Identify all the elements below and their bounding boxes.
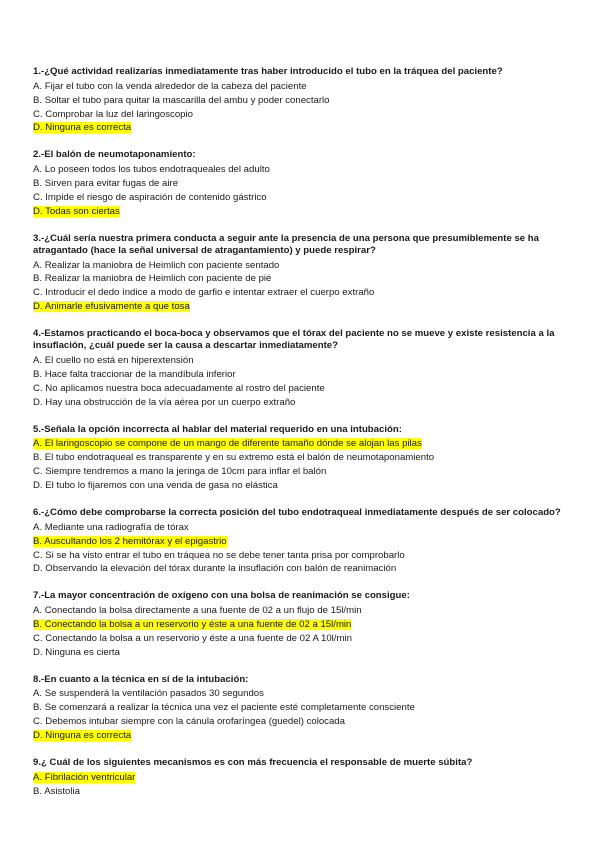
question-list bbox=[33, 66, 573, 813]
answer-option bbox=[33, 396, 573, 410]
question-title: 4.-Estamos practicando el boca-boca y observamos que el tórax del paciente no se mueve y existe resistencia a la insuflación, ¿cuál puede ser la causa a descartar inmediatamente? bbox=[33, 328, 555, 352]
question-7 bbox=[33, 590, 573, 659]
question-title: 3.-¿Cuál sería nuestra primera conducta a seguir ante la presencia de una persona que presumiblemente se ha atragantado (hace la señal universal de atragantamiento) y puede respirar? bbox=[33, 232, 539, 256]
answer-option bbox=[33, 785, 573, 799]
answer-text: B. Realizar la maniobra de Heimlich con paciente de pié bbox=[33, 273, 272, 285]
answer-text: A. Lo poseen todos los tubos endotraqueales del adulto bbox=[33, 164, 270, 176]
answer-option bbox=[33, 479, 573, 493]
answer-text: A. Conectando la bolsa directamente a una fuente de 02 a un flujo de 15l/min bbox=[33, 605, 362, 617]
question-title: 7.-La mayor concentración de oxígeno con una bolsa de reanimación se consigue: bbox=[33, 590, 410, 602]
answer-text: C. Siempre tendremos a mano la jeringa de 10cm para inflar el balón bbox=[33, 466, 327, 478]
answer-option bbox=[33, 451, 573, 465]
answer-text: B. El tubo endotraqueal es transparente y en su extremo está el balón de neumotaponamiento bbox=[33, 452, 435, 464]
answer-text: C. Comprobar la luz del laringoscopio bbox=[33, 108, 193, 120]
answer-option bbox=[33, 771, 573, 785]
answer-option bbox=[33, 259, 573, 273]
answer-text: B. Soltar el tubo para quitar la mascarilla del ambu y poder conectarlo bbox=[33, 94, 330, 106]
answer-option bbox=[33, 368, 573, 382]
answer-option bbox=[33, 163, 573, 177]
answer-option bbox=[33, 272, 573, 286]
answer-option bbox=[33, 121, 573, 135]
question-title: 2.-El balón de neumotaponamiento: bbox=[33, 149, 196, 161]
answer-text: B. Hace falta traccionar de la mandíbula inferior bbox=[33, 369, 236, 380]
answer-option bbox=[33, 687, 573, 701]
answer-option bbox=[33, 80, 573, 94]
question-title: 8.-En cuanto a la técnica en sí de la intubación: bbox=[33, 673, 249, 685]
answer-text: A. Fijar el tubo con la venda alrededor de la cabeza del paciente bbox=[33, 80, 307, 92]
question-title: 9.¿ Cuál de los siguientes mecanismos es con más frecuencia el responsable de muerte súbita? bbox=[33, 757, 473, 769]
question-2 bbox=[33, 149, 573, 218]
answer-option bbox=[33, 300, 573, 314]
answer-option bbox=[33, 205, 573, 219]
answer-text: B. Sirven para evitar fugas de aire bbox=[33, 177, 179, 189]
highlighted-answer-text: A. El laringoscopio se compone de un mango de diferente tamaño dónde se alojan las pilas bbox=[33, 438, 422, 450]
answer-option bbox=[33, 177, 573, 191]
answer-option bbox=[33, 465, 573, 479]
highlighted-answer-text: A. Fibrilación ventricular bbox=[33, 771, 136, 783]
answer-text: C. Debemos intubar siempre con la cánula orofaríngea (guedel) colocada bbox=[33, 716, 345, 728]
answer-text: C. Impide el riesgo de aspiración de contenido gástrico bbox=[33, 191, 267, 203]
answer-text: A. Mediante una radiografía de tórax bbox=[33, 521, 189, 533]
answer-text: A. Realizar la maniobra de Heimlich con paciente sentado bbox=[33, 259, 280, 271]
answer-option bbox=[33, 729, 573, 743]
question-8 bbox=[33, 674, 573, 743]
answer-text: A. Se suspenderá la ventilación pasados 30 segundos bbox=[33, 688, 264, 700]
answer-text: C. Conectando la bolsa a un reservorio y éste a una fuente de 02 A 10l/min bbox=[33, 632, 352, 644]
answer-option bbox=[33, 562, 573, 576]
answer-text: C. Introducir el dedo índice a modo de garfio e intentar extraer el cuerpo extraño bbox=[33, 287, 375, 299]
highlighted-answer-text: B. Auscultando los 2 hemitórax y el epigastrio bbox=[33, 535, 227, 547]
question-title: 5.-Señala la opción incorrecta al hablar del material requerido en una intubación: bbox=[33, 423, 402, 435]
question-9 bbox=[33, 757, 573, 799]
answer-option bbox=[33, 535, 573, 549]
question-1 bbox=[33, 66, 573, 135]
answer-option bbox=[33, 94, 573, 108]
answer-text: C. Si se ha visto entrar el tubo en tráquea no se debe tener tanta prisa por comprobarlo bbox=[33, 549, 405, 561]
answer-option bbox=[33, 618, 573, 632]
answer-option bbox=[33, 632, 573, 646]
answer-option bbox=[33, 191, 573, 205]
answer-option bbox=[33, 701, 573, 715]
question-title: 1.-¿Qué actividad realizarías inmediatamente tras haber introducido el tubo en la tráquea del paciente? bbox=[33, 66, 503, 77]
answer-option bbox=[33, 108, 573, 122]
answer-text: D. El tubo lo fijaremos con una venda de gasa no elástica bbox=[33, 480, 278, 492]
answer-text: A. El cuello no está en hiperextensión bbox=[33, 355, 194, 367]
highlighted-answer-text: D. Ninguna es correcta bbox=[33, 122, 132, 134]
answer-option bbox=[33, 437, 573, 451]
answer-text: D. Observando la elevación del tórax durante la insuflación con balón de reanimación bbox=[33, 563, 397, 575]
answer-option bbox=[33, 604, 573, 618]
highlighted-answer-text: D. Todas son ciertas bbox=[33, 205, 120, 217]
highlighted-answer-text: D. Ninguna es correcta bbox=[33, 730, 132, 742]
answer-option bbox=[33, 715, 573, 729]
answer-text: D. Hay una obstrucción de la vía aérea por un cuerpo extraño bbox=[33, 396, 296, 408]
answer-option bbox=[33, 521, 573, 535]
highlighted-answer-text: B. Conectando la bolsa a un reservorio y éste a una fuente de 02 a 15l/min bbox=[33, 618, 352, 630]
answer-text: B. Asistolia bbox=[33, 785, 80, 797]
answer-option bbox=[33, 354, 573, 368]
question-6 bbox=[33, 507, 573, 576]
answer-text: C. No aplicamos nuestra boca adecuadamente al rostro del paciente bbox=[33, 382, 325, 394]
answer-text: B. Se comenzará a realizar la técnica una vez el paciente esté completamente consciente bbox=[33, 702, 415, 714]
question-title: 6.-¿Cómo debe comprobarse la correcta posición del tubo endotraqueal inmediatamente después de ser colocado? bbox=[33, 507, 561, 519]
highlighted-answer-text: D. Animarle efusivamente a que tosa bbox=[33, 301, 190, 313]
answer-option bbox=[33, 549, 573, 563]
answer-text: D. Ninguna es cierta bbox=[33, 646, 120, 658]
question-4 bbox=[33, 328, 573, 410]
question-3 bbox=[33, 233, 573, 315]
question-5 bbox=[33, 424, 573, 493]
answer-option bbox=[33, 646, 573, 660]
answer-option bbox=[33, 382, 573, 396]
answer-option bbox=[33, 286, 573, 300]
